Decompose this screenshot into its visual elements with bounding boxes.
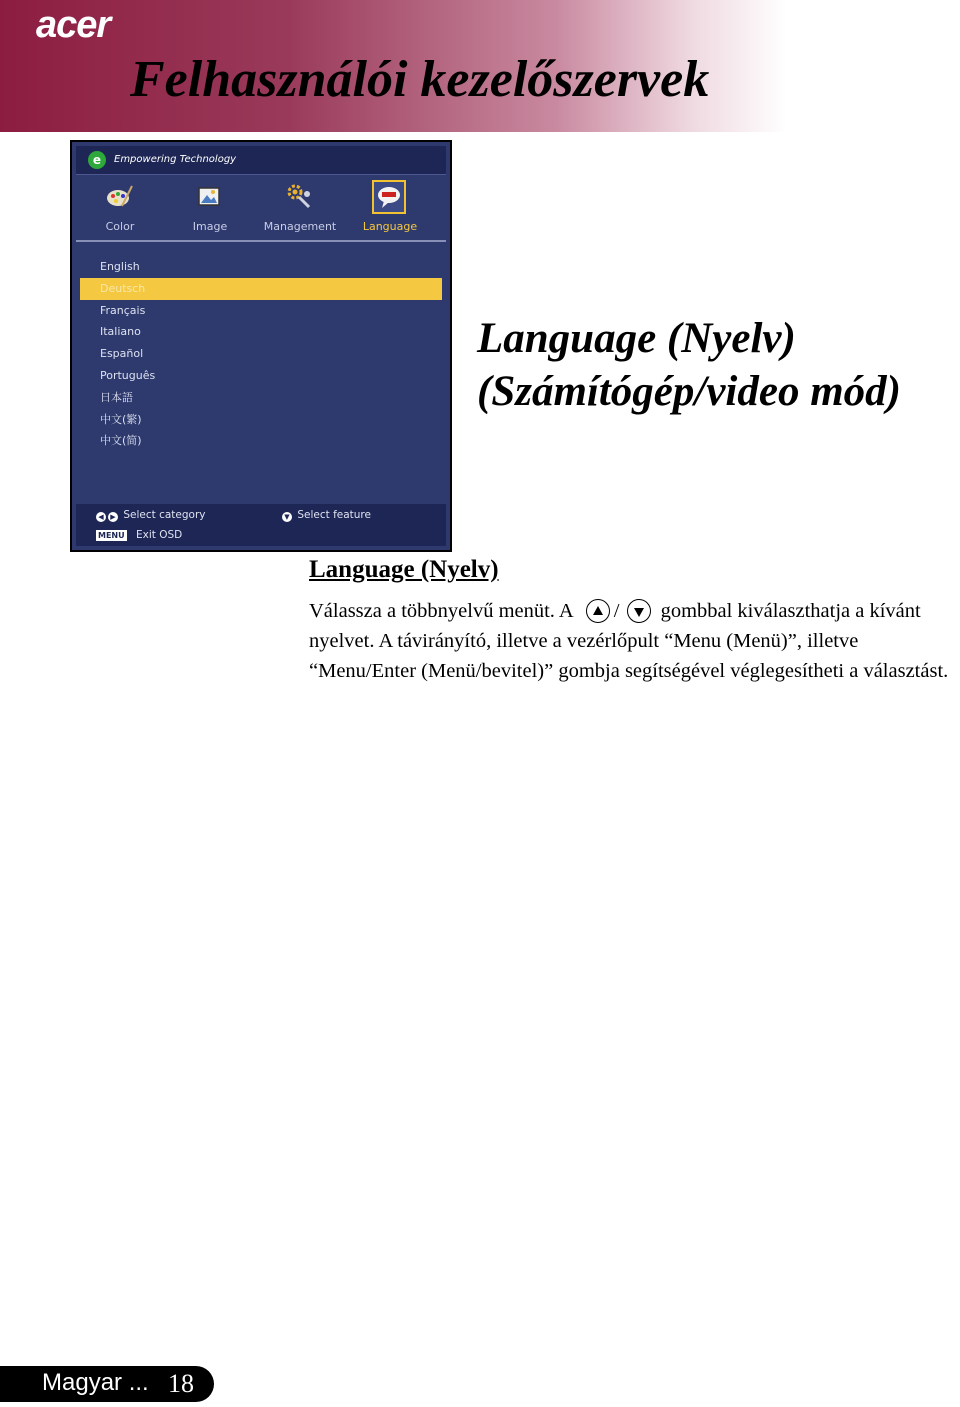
page-number: 18 — [168, 1369, 194, 1398]
down-arrow-icon: ▼ — [282, 512, 292, 522]
content-body — [309, 596, 960, 686]
section-title — [477, 312, 901, 418]
language-option-japanese[interactable]: 日本語 — [100, 390, 133, 404]
language-option-francais[interactable]: Français — [100, 303, 146, 317]
osd-hint-select-category: ◀ ▶ Select category — [96, 509, 205, 522]
left-arrow-icon: ◀ — [96, 512, 106, 522]
language-option-chinese-traditional[interactable]: 中文(繁) — [100, 412, 142, 426]
menu-key-label: MENU — [98, 531, 125, 540]
speech-bubble-icon — [372, 180, 406, 214]
osd-hint-exit: MENU Exit OSD — [98, 529, 183, 541]
osd-screenshot — [70, 140, 452, 552]
language-option-deutsch[interactable]: Deutsch — [80, 278, 442, 300]
osd-tab-label: Color — [105, 220, 135, 233]
body-text-part1: Válassza a többnyelvű menüt. A — [309, 600, 573, 622]
footer-language: Magyar ... — [42, 1369, 149, 1396]
osd-footer — [76, 504, 446, 546]
right-arrow-icon: ▶ — [108, 512, 118, 522]
picture-icon — [192, 180, 226, 214]
osd-tab-label: Image — [192, 220, 228, 233]
language-option-chinese-simplified[interactable]: 中文(简) — [100, 434, 142, 448]
header-band — [0, 0, 960, 132]
body-text-part2: gombbal kiválaszthatja a kívánt nyelvet. A távirányító, illetve a vezérlőpult “Menu (Menü)”, illetve “Menu/Enter (Menü/bevitel)” gombja segítségével véglegesítheti a választást. — [309, 600, 949, 682]
gear-wrench-icon — [282, 180, 316, 214]
osd-tab-color[interactable] — [80, 174, 160, 242]
language-option-espanol[interactable]: Español — [100, 347, 144, 361]
language-option-portugues[interactable]: Português — [100, 368, 156, 382]
osd-tab-label: Management — [263, 220, 337, 233]
osd-brand: Empowering Technology — [114, 154, 237, 165]
language-option-italiano[interactable]: Italiano — [100, 325, 141, 339]
page-title: Felhasználói kezelőszervek — [130, 51, 710, 108]
content-heading: Language (Nyelv) — [309, 556, 499, 583]
section-title-line2: (Számítógép/video mód) — [477, 368, 901, 415]
language-option-english[interactable]: English — [100, 260, 140, 273]
osd-tab-language[interactable] — [350, 174, 430, 242]
acer-logo: acer — [36, 4, 111, 46]
osd-topbar — [76, 146, 446, 175]
palette-icon — [102, 180, 136, 214]
section-title-line1: Language (Nyelv) — [477, 315, 796, 362]
osd-tab-management[interactable] — [260, 174, 340, 242]
page-footer-tab — [0, 1366, 214, 1402]
osd-divider — [76, 240, 446, 242]
osd-tab-label: Language — [362, 220, 418, 233]
up-button-icon — [586, 599, 610, 623]
osd-hint-select-feature: ▼ Select feature — [282, 509, 371, 522]
empowering-badge-icon: e — [88, 151, 106, 169]
osd-language-list — [80, 256, 442, 452]
down-button-icon — [627, 599, 651, 623]
osd-category-bar — [76, 174, 446, 242]
osd-tab-image[interactable] — [170, 174, 250, 242]
slash-separator: / — [613, 600, 620, 622]
